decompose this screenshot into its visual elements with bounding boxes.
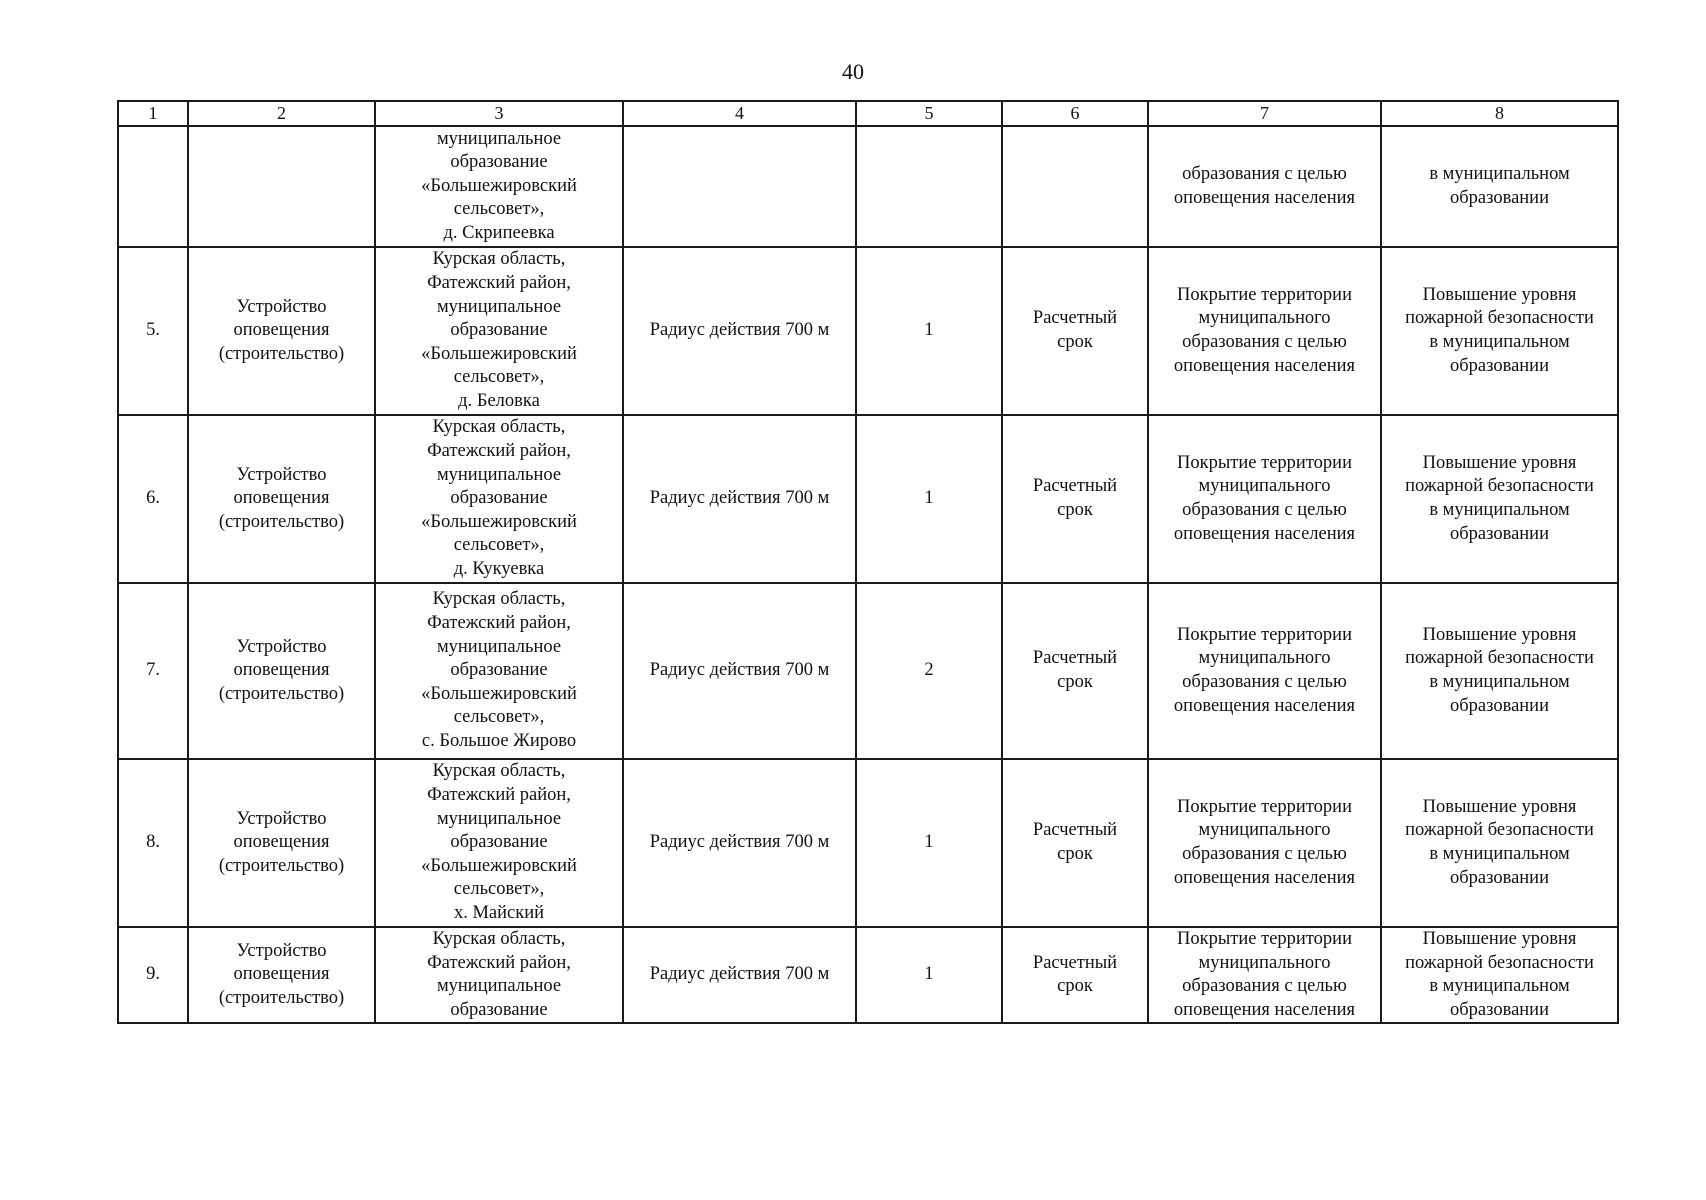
cell-text-line: срок [1057, 500, 1093, 520]
cell-text-line: образование [450, 320, 548, 341]
cell-text-line: сельсовет», [453, 199, 545, 220]
table-row [118, 927, 1618, 1023]
cell-text-line: Курская область, [432, 249, 566, 270]
cell-text-line: Курская область, [432, 589, 566, 610]
cell-text-line: Фатежский район, [427, 613, 571, 634]
cell-text-line: Расчетный [1032, 476, 1118, 497]
cell-text-line: сельсовет», [453, 367, 545, 388]
cell-text-line: пожарной безопасности [1405, 952, 1594, 973]
table-row [118, 415, 1618, 583]
cell-text-line: Покрытие территории [1177, 929, 1352, 949]
cell-text-line: Фатежский район, [427, 441, 571, 462]
result-cell [1381, 126, 1618, 247]
cell-text-line: Расчетный [1032, 308, 1118, 329]
cell-text-line: (строительство) [218, 683, 345, 704]
cell-text-line: муниципальное [436, 808, 562, 829]
column-header: 6 [1002, 101, 1148, 126]
cell-text-line: Курская область, [432, 761, 566, 782]
event-cell [188, 415, 375, 583]
cell-text-line: Фатежский район, [427, 273, 571, 294]
cell-text-line: Покрытие территории [1177, 624, 1352, 645]
column-header: 2 [188, 101, 375, 126]
measures-table [117, 100, 1619, 1024]
cell-text-line: оповещения [233, 660, 330, 681]
cell-text-line: образование [450, 152, 548, 173]
cell-text-line: образования с целью [1182, 976, 1347, 997]
term-cell [1002, 759, 1148, 927]
cell-text-line: образование [450, 660, 548, 681]
cell-text-line: муниципального [1198, 308, 1331, 329]
column-header: 1 [118, 101, 188, 126]
cell-text-line: х. Майский [453, 902, 545, 923]
row-number-cell: 5. [118, 247, 188, 415]
cell-text-line: муниципального [1198, 820, 1331, 841]
location-cell [375, 247, 623, 415]
event-cell [188, 759, 375, 927]
cell-text-line: Расчетный [1032, 820, 1118, 841]
cell-text-line: муниципальное [436, 636, 562, 657]
cell-text-line: срок [1057, 672, 1093, 692]
quantity-cell: 1 [856, 759, 1002, 927]
cell-text-line: образования с целью [1182, 500, 1347, 520]
cell-text-line: «Большежировский [421, 683, 577, 704]
cell-text-line: оповещения населения [1173, 999, 1356, 1020]
cell-text-line: «Большежировский [421, 343, 577, 364]
cell-text-line: срок [1057, 976, 1093, 997]
cell-text-line: в муниципальном [1429, 332, 1570, 352]
row-number-cell [118, 126, 188, 247]
column-header: 3 [375, 101, 623, 126]
cell-text-line: сельсовет», [453, 535, 545, 556]
term-cell [1002, 415, 1148, 583]
cell-text-line: сельсовет», [453, 707, 545, 728]
term-cell [1002, 247, 1148, 415]
quantity-cell [856, 126, 1002, 247]
purpose-cell [1148, 415, 1381, 583]
cell-text-line: Повышение уровня [1422, 796, 1577, 817]
quantity-cell: 1 [856, 415, 1002, 583]
cell-text-line: (строительство) [218, 511, 345, 532]
cell-text-line: Курская область, [432, 417, 566, 438]
cell-text-line: образование [450, 999, 548, 1020]
characteristic-cell: Радиус действия 700 м [623, 415, 856, 583]
result-cell [1381, 927, 1618, 1023]
page-number: 40 [842, 59, 864, 84]
cell-text-line: Устройство [236, 808, 327, 829]
cell-text-line: Курская область, [432, 929, 566, 949]
quantity-cell: 1 [856, 247, 1002, 415]
cell-text-line: муниципального [1198, 648, 1331, 669]
event-cell [188, 247, 375, 415]
cell-text-line: в муниципальном [1429, 672, 1570, 692]
result-cell [1381, 247, 1618, 415]
cell-text-line: в муниципальном [1429, 500, 1570, 520]
column-header: 4 [623, 101, 856, 126]
cell-text-line: муниципального [1198, 476, 1331, 497]
cell-text-line: Расчетный [1032, 648, 1118, 669]
cell-text-line: Фатежский район, [427, 952, 571, 973]
cell-text-line: пожарной безопасности [1405, 820, 1594, 841]
cell-text-line: оповещения населения [1173, 523, 1356, 544]
column-number-row [118, 101, 1618, 126]
location-cell [375, 415, 623, 583]
cell-text-line: образовании [1450, 187, 1549, 208]
cell-text-line: муниципальное [436, 296, 562, 317]
quantity-cell: 1 [856, 927, 1002, 1023]
characteristic-cell [623, 126, 856, 247]
cell-text-line: «Большежировский [421, 855, 577, 876]
cell-text-line: Повышение уровня [1422, 284, 1577, 305]
cell-text-line: образовании [1450, 523, 1549, 544]
cell-text-line: Расчетный [1032, 952, 1118, 973]
cell-text-line: муниципальное [436, 976, 562, 997]
row-number-cell: 9. [118, 927, 188, 1023]
quantity-cell: 2 [856, 583, 1002, 759]
cell-text-line: оповещения [233, 488, 330, 509]
cell-text-line: образования с целью [1182, 672, 1347, 692]
result-cell [1381, 583, 1618, 759]
cell-text-line: образования с целью [1182, 844, 1347, 864]
cell-text-line: Повышение уровня [1422, 624, 1577, 645]
cell-text-line: образовании [1450, 999, 1549, 1020]
cell-text-line: пожарной безопасности [1405, 648, 1594, 669]
cell-text-line: «Большежировский [421, 511, 577, 532]
term-cell [1002, 126, 1148, 247]
cell-text-line: муниципального [1198, 952, 1331, 973]
cell-text-line: оповещения населения [1173, 355, 1356, 376]
location-cell [375, 759, 623, 927]
cell-text-line: муниципальное [436, 464, 562, 485]
event-cell [188, 126, 375, 247]
cell-text-line: (строительство) [218, 855, 345, 876]
term-cell [1002, 583, 1148, 759]
cell-text-line: в муниципальном [1429, 976, 1570, 997]
result-cell [1381, 759, 1618, 927]
cell-text-line: Покрытие территории [1177, 452, 1352, 473]
cell-text-line: оповещения населения [1173, 187, 1356, 208]
cell-text-line: образование [450, 488, 548, 509]
table-row [118, 247, 1618, 415]
cell-text-line: Покрытие территории [1177, 796, 1352, 817]
cell-text-line: д. Скрипеевка [443, 222, 555, 243]
purpose-cell [1148, 759, 1381, 927]
column-header: 7 [1148, 101, 1381, 126]
cell-text-line: Устройство [236, 940, 327, 961]
characteristic-cell: Радиус действия 700 м [623, 759, 856, 927]
row-number-cell: 7. [118, 583, 188, 759]
characteristic-cell: Радиус действия 700 м [623, 927, 856, 1023]
cell-text-line: пожарной безопасности [1405, 308, 1594, 329]
location-cell [375, 583, 623, 759]
cell-text-line: образования с целью [1182, 332, 1347, 352]
cell-text-line: образования с целью [1182, 163, 1347, 184]
table-row [118, 583, 1618, 759]
cell-text-line: (строительство) [218, 343, 345, 364]
cell-text-line: Фатежский район, [427, 785, 571, 806]
event-cell [188, 927, 375, 1023]
cell-text-line: срок [1057, 844, 1093, 864]
cell-text-line: сельсовет», [453, 879, 545, 900]
column-header: 8 [1381, 101, 1618, 126]
cell-text-line: оповещения [233, 320, 330, 341]
cell-text-line: оповещения населения [1173, 867, 1356, 888]
purpose-cell [1148, 927, 1381, 1023]
result-cell [1381, 415, 1618, 583]
column-header: 5 [856, 101, 1002, 126]
cell-text-line: (строительство) [218, 987, 345, 1008]
cell-text-line: образовании [1450, 867, 1549, 888]
row-number-cell: 8. [118, 759, 188, 927]
cell-text-line: образовании [1450, 355, 1549, 376]
table-body [118, 126, 1618, 1023]
location-cell [375, 927, 623, 1023]
cell-text-line: оповещения [233, 964, 330, 985]
purpose-cell [1148, 126, 1381, 247]
cell-text-line: оповещения [233, 832, 330, 853]
cell-text-line: срок [1057, 332, 1093, 352]
cell-text-line: Устройство [236, 296, 327, 317]
term-cell [1002, 927, 1148, 1023]
cell-text-line: образовании [1450, 695, 1549, 716]
cell-text-line: Устройство [236, 464, 327, 485]
row-number-cell: 6. [118, 415, 188, 583]
cell-text-line: с. Большое Жирово [421, 730, 577, 751]
cell-text-line: в муниципальном [1429, 844, 1570, 864]
cell-text-line: в муниципальном [1429, 163, 1570, 184]
cell-text-line: Устройство [236, 636, 327, 657]
table-row [118, 126, 1618, 247]
cell-text-line: оповещения населения [1173, 695, 1356, 716]
cell-text-line: образование [450, 832, 548, 853]
location-cell [375, 126, 623, 247]
cell-text-line: Покрытие территории [1177, 284, 1352, 305]
cell-text-line: муниципальное [436, 128, 562, 149]
characteristic-cell: Радиус действия 700 м [623, 247, 856, 415]
purpose-cell [1148, 247, 1381, 415]
cell-text-line: пожарной безопасности [1405, 476, 1594, 497]
cell-text-line: д. Беловка [458, 390, 540, 411]
cell-text-line: «Большежировский [421, 175, 577, 196]
event-cell [188, 583, 375, 759]
table-row [118, 759, 1618, 927]
characteristic-cell: Радиус действия 700 м [623, 583, 856, 759]
cell-text-line: Повышение уровня [1422, 452, 1577, 473]
purpose-cell [1148, 583, 1381, 759]
cell-text-line: Повышение уровня [1422, 929, 1577, 949]
cell-text-line: д. Кукуевка [453, 558, 545, 579]
